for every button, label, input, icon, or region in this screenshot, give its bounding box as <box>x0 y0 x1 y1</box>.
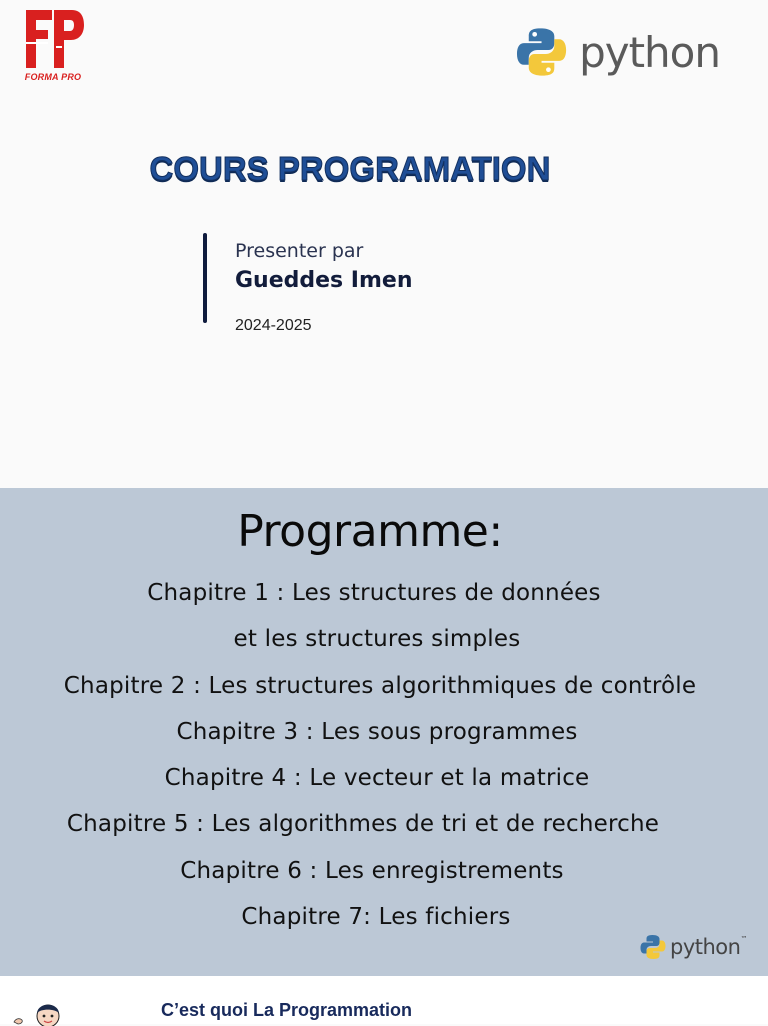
chapter-line: Chapitre 6 : Les enregistrements <box>180 857 564 884</box>
chapter-line: Chapitre 1 : Les structures de données <box>147 580 601 606</box>
python-wordmark: python <box>579 27 720 77</box>
chapter-line: et les structures simples <box>233 626 521 653</box>
python-logo-small <box>640 934 747 960</box>
chapter-line: Chapitre 7: Les fichiers <box>241 904 511 931</box>
python-logo <box>516 22 720 82</box>
python-snake-icon <box>516 26 567 78</box>
presenter-label: Presenter par <box>235 240 364 262</box>
programme-heading: Programme: <box>237 506 503 557</box>
school-year: 2024-2025 <box>235 317 312 334</box>
kid-illustration-icon <box>12 998 66 1026</box>
next-page <box>0 976 768 1024</box>
trademark-mark: ™ <box>740 935 748 943</box>
chapter-list <box>0 570 768 940</box>
python-snake-icon <box>640 934 666 960</box>
forma-pro-logo <box>20 6 86 88</box>
section-title: C’est quoi La Programmation <box>161 1000 413 1020</box>
fp-monogram-icon <box>20 6 86 72</box>
chapter-line: Chapitre 5 : Les algorithmes de tri et de recherche <box>66 811 660 838</box>
presenter-name: Gueddes Imen <box>235 268 413 293</box>
cover-page <box>0 0 768 488</box>
logo-caption: FORMA PRO <box>24 72 82 82</box>
divider-bar <box>203 233 207 323</box>
chapter-line: Chapitre 4 : Le vecteur et la matrice <box>164 765 590 792</box>
course-title: COURS PROGRAMATION <box>149 150 551 187</box>
python-wordmark: python <box>670 935 741 959</box>
programme-page <box>0 488 768 976</box>
chapter-line: Chapitre 2 : Les structures algorithmiques de contrôle <box>63 672 697 699</box>
chapter-line: Chapitre 3 : Les sous programmes <box>176 718 578 745</box>
